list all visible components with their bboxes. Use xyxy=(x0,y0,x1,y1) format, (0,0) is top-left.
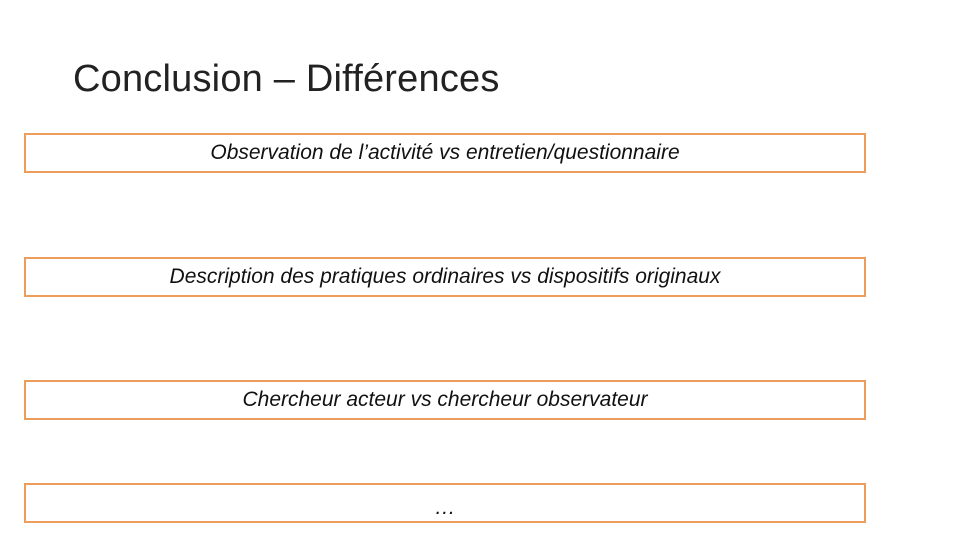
difference-item-1 xyxy=(24,133,866,173)
difference-item-text: Description des pratiques ordinaires vs dispositifs originaux xyxy=(169,265,721,288)
slide-title: Conclusion – Différences xyxy=(73,58,500,100)
difference-item-text: Chercheur acteur vs chercheur observateur xyxy=(242,388,648,411)
difference-item-text: … xyxy=(434,496,456,519)
difference-item-text: Observation de l’activité vs entretien/questionnaire xyxy=(210,141,680,164)
difference-item-2 xyxy=(24,257,866,297)
difference-item-3 xyxy=(24,380,866,420)
difference-item-4 xyxy=(24,483,866,523)
